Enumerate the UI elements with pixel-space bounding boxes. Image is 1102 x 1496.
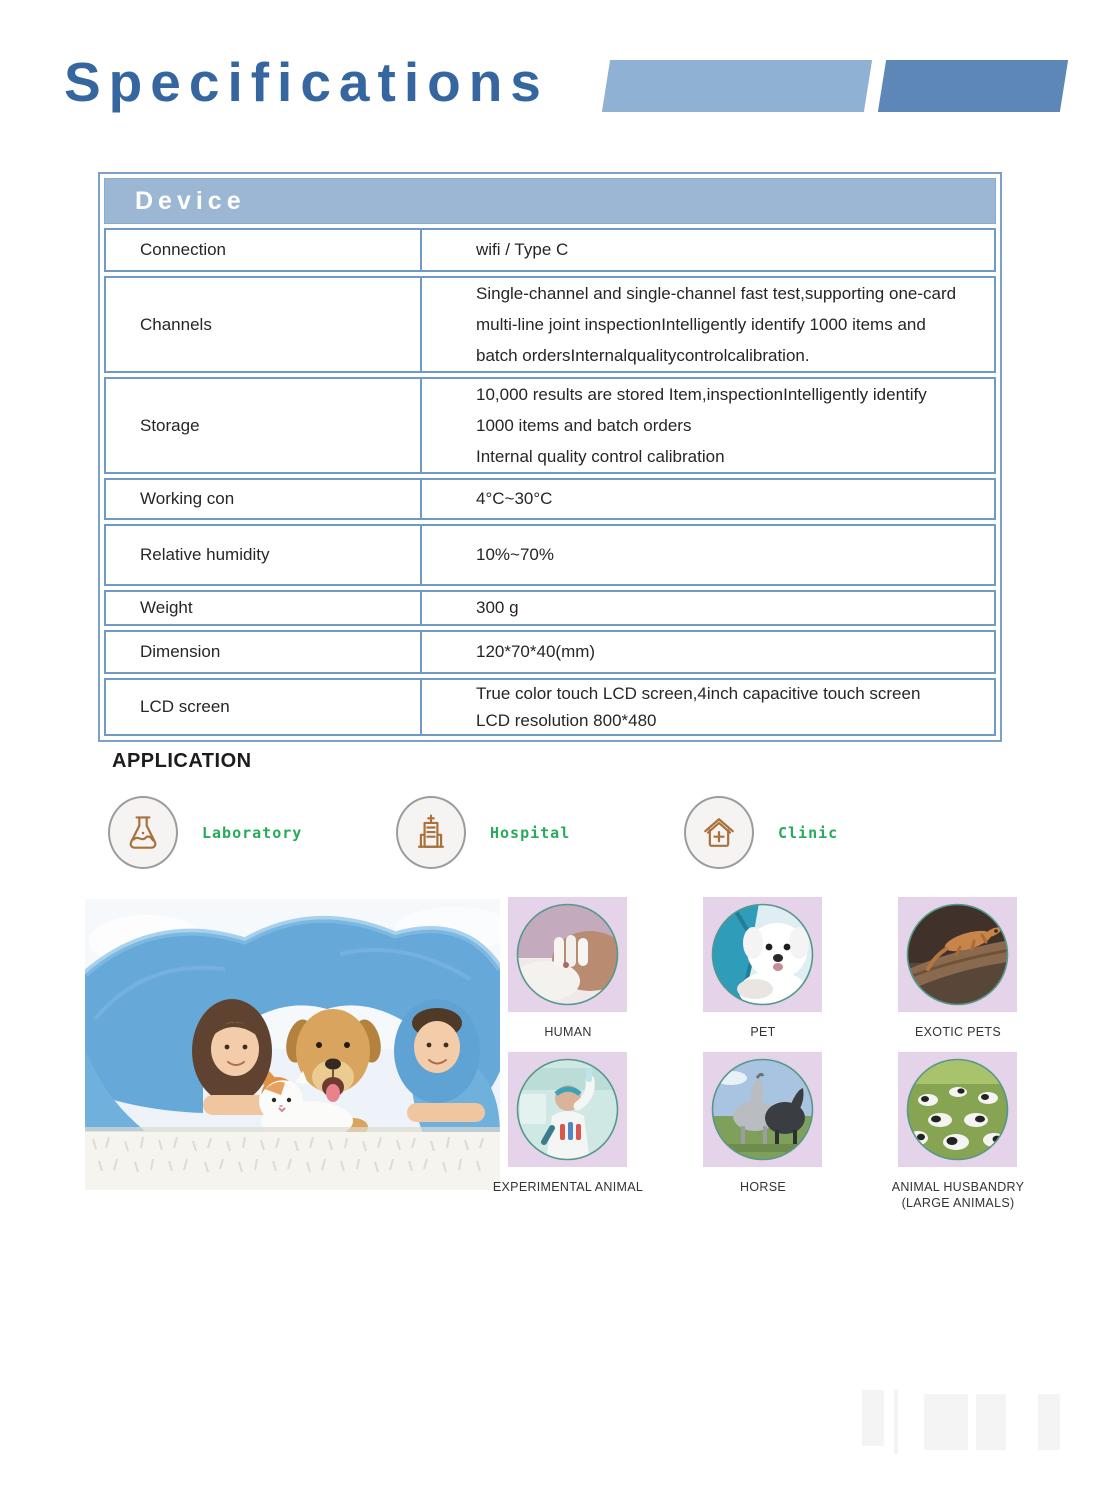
row-value: 4°C~30°C	[476, 489, 553, 508]
hospital-label: Hospital	[490, 823, 571, 842]
horse-photo	[703, 1052, 822, 1167]
row-value-line: batch ordersInternalqualitycontrolcalibration.	[476, 346, 810, 365]
title-band-dark	[878, 60, 1068, 112]
application-item-clinic	[684, 796, 838, 869]
row-label: Weight	[106, 592, 422, 624]
title-band-light	[602, 60, 872, 112]
table-row	[104, 524, 996, 586]
tile-caption: HUMAN	[544, 1025, 592, 1039]
tile-animal-husbandry	[891, 1052, 1025, 1210]
exotic-pets-photo	[898, 897, 1017, 1012]
experimental-animal-photo	[508, 1052, 627, 1167]
table-row	[104, 377, 996, 474]
row-label: LCD screen	[106, 680, 422, 734]
row-value-line: Single-channel and single-channel fast test,supporting one-card	[476, 284, 957, 303]
row-label: Connection	[106, 230, 422, 270]
tile-caption: HORSE	[740, 1180, 786, 1194]
application-heading: APPLICATION	[112, 750, 252, 772]
table-row	[104, 590, 996, 626]
table-header-device: Device	[104, 178, 996, 224]
row-label: Dimension	[106, 632, 422, 672]
table-row	[104, 228, 996, 272]
pet-photo	[703, 897, 822, 1012]
table-row	[104, 276, 996, 373]
faint-watermark	[862, 1390, 1066, 1454]
application-item-hospital	[396, 796, 570, 869]
application-item-laboratory	[108, 796, 302, 869]
hospital-building-icon	[409, 811, 453, 855]
tile-experimental-animal	[492, 1052, 644, 1194]
row-value: 300 g	[476, 598, 519, 617]
hospital-icon-circle	[396, 796, 466, 869]
row-label: Working con	[106, 480, 422, 518]
table-row	[104, 678, 996, 736]
tile-caption: ANIMAL HUSBANDRY (LARGE ANIMALS)	[891, 1180, 1025, 1210]
page-title: Specifications	[64, 51, 549, 113]
table-row	[104, 478, 996, 520]
row-value: wifi / Type C	[476, 240, 569, 259]
laboratory-label: Laboratory	[202, 823, 303, 842]
row-label: Storage	[106, 379, 422, 472]
row-value-line: multi-line joint inspectionIntelligently identify 1000 items and	[476, 315, 926, 334]
row-value-line: 10,000 results are stored Item,inspectionIntelligently identify	[476, 385, 927, 404]
device-spec-table	[98, 172, 1002, 742]
laboratory-icon-circle	[108, 796, 178, 869]
row-value-line: 1000 items and batch orders	[476, 416, 692, 435]
tile-exotic-pets	[898, 897, 1017, 1039]
table-row	[104, 630, 996, 674]
row-value: 120*70*40(mm)	[476, 642, 596, 661]
row-value-line: True color touch LCD screen,4inch capacitive touch screen	[476, 684, 921, 703]
tile-horse	[703, 1052, 822, 1194]
tile-caption: EXPERIMENTAL ANIMAL	[492, 1180, 644, 1194]
tile-caption: EXOTIC PETS	[915, 1025, 1001, 1039]
flask-icon	[121, 811, 165, 855]
row-label: Channels	[106, 278, 422, 371]
human-photo	[508, 897, 627, 1012]
clinic-label: Clinic	[778, 823, 839, 842]
row-value-line: Internal quality control calibration	[476, 447, 725, 466]
tile-human	[508, 897, 627, 1039]
row-value: 10%~70%	[476, 545, 554, 564]
tile-pet	[703, 897, 822, 1039]
family-with-pets-photo	[85, 899, 500, 1190]
clinic-house-plus-icon	[697, 811, 741, 855]
row-label: Relative humidity	[106, 526, 422, 584]
animal-husbandry-photo	[898, 1052, 1017, 1167]
row-value-line: LCD resolution 800*480	[476, 711, 657, 730]
clinic-icon-circle	[684, 796, 754, 869]
tile-caption: PET	[750, 1025, 776, 1039]
